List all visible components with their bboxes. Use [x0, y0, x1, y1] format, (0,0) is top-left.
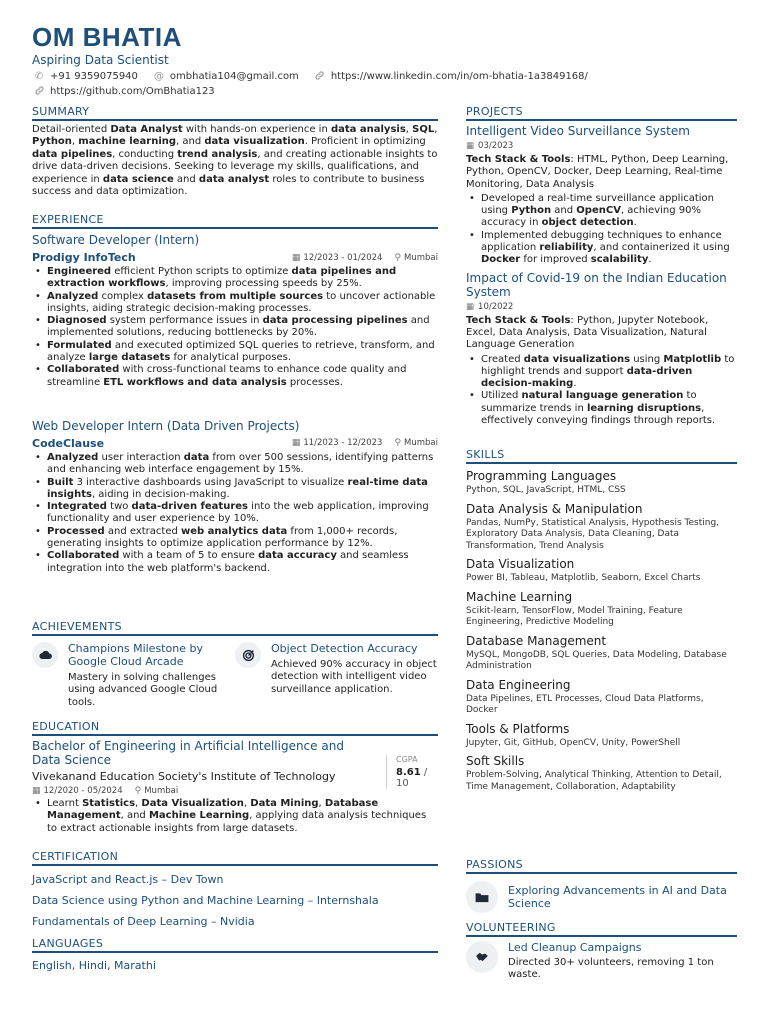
summary-section: [32, 105, 438, 198]
certification-section: [32, 850, 438, 929]
phone-icon: ✆: [34, 71, 44, 82]
section-title: SKILLS: [466, 448, 737, 464]
linkedin-link[interactable]: https://www.linkedin.com/in/om-bhatia-1a3849168/: [330, 71, 588, 82]
project-date: 10/2022: [478, 301, 514, 312]
skill-group-values: Problem-Solving, Analytical Thinking, Attention to Detail, Time Management, Collaboration, Adaptability: [466, 770, 722, 792]
degree-title: Bachelor of Engineering in Artificial Intelligence and Data Science: [32, 739, 344, 767]
list-item: • Collaborated with a team of 5 to ensure data accuracy and seamless integration into the web platform's backend.: [32, 550, 438, 575]
achievement-item: [32, 642, 235, 709]
job-entry: [32, 419, 438, 575]
list-item: • Utilized natural language generation to summarize trends in learning disruptions, effectively conveying findings through reports.: [466, 390, 737, 427]
list-item: • Integrated two data-driven features into the web application, improving functionality and user experience by 10%.: [32, 501, 438, 526]
project-title: Impact of Covid-19 on the Indian Education System: [466, 270, 727, 299]
section-title: LANGUAGES: [32, 937, 438, 953]
folder-icon: [466, 881, 498, 913]
project-stack: Tech Stack & Tools: Python, Jupyter Notebook, Excel, Data Analysis, Data Visualization, Natural Language Generation: [466, 314, 709, 351]
location-pin-icon: ⚲: [394, 252, 402, 263]
skills-list: [466, 469, 737, 793]
job-bullets: [32, 452, 438, 575]
job-title: Web Developer Intern (Data Driven Projects): [32, 418, 300, 433]
project-bullets: [466, 193, 737, 267]
skill-group-values: Power BI, Tableau, Matplotlib, Seaborn, Excel Charts: [466, 573, 701, 583]
skill-group: [466, 722, 737, 750]
section-title: CERTIFICATION: [32, 850, 438, 866]
calendar-icon: ▦: [291, 252, 301, 263]
volunteering-desc: Directed 30+ volunteers, removing 1 ton waste.: [508, 957, 714, 981]
gpa-max: / 10: [396, 767, 428, 789]
skill-group: [466, 590, 737, 629]
summary-text: Detail-oriented Data Analyst with hands-on experience in data analysis, SQL, Python, machine learning, and data visualization. Proficient in optimizing data pipelines, conducting trend analysis, and creating actionable insights to drive data-driven decisions. Seeking to leverage my skills, qualifications, and experience in data science and data analyst roles to contribute to business success and data optimization.: [32, 124, 438, 198]
job-meta: [292, 253, 438, 263]
list-item: • Learnt Statistics, Data Visualization, Data Mining, Database Management, and Machine Learning, applying data analysis techniques to extract actionable insights from large datasets.: [32, 798, 438, 835]
list-item: • Analyzed user interaction data from over 500 sessions, identifying patterns and enhancing web interface engagement by 15%.: [32, 452, 438, 477]
linkedin-contact[interactable]: [313, 70, 588, 84]
location-pin-icon: ⚲: [394, 438, 402, 449]
skill-group-title: Data Analysis & Manipulation: [466, 501, 643, 516]
achievements-section: [32, 620, 438, 709]
github-link[interactable]: https://github.com/OmBhatia123: [50, 86, 215, 97]
education-bullets: [32, 798, 438, 835]
company-name: Prodigy InfoTech: [32, 251, 136, 264]
link-icon: [32, 85, 46, 99]
skill-group-title: Tools & Platforms: [466, 721, 570, 736]
phone-contact: [32, 71, 138, 82]
certification-item: JavaScript and React.js – Dev Town: [32, 873, 224, 886]
gpa-value: 8.61: [396, 767, 421, 778]
github-contact[interactable]: [32, 85, 215, 99]
list-item: • Developed a real-time surveillance application using Python and OpenCV, achieving 90% accuracy in object detection.: [466, 193, 737, 230]
job-dates: 11/2023 - 12/2023: [303, 438, 383, 449]
skill-group: [466, 754, 737, 793]
target-icon: [235, 642, 261, 668]
skill-group-values: Jupyter, Git, GitHub, OpenCV, Unity, PowerShell: [466, 737, 681, 748]
gpa-label: CGPA: [396, 755, 418, 764]
list-item: • Processed and extracted web analytics data from 1,000+ records, generating insights to optimize application performance by 12%.: [32, 526, 438, 551]
skill-group-values: Data Pipelines, ETL Processes, Cloud Data Platforms, Docker: [466, 693, 704, 715]
email-address[interactable]: ombhatia104@gmail.com: [169, 71, 299, 82]
skill-group: [466, 634, 737, 673]
skill-group-title: Soft Skills: [466, 754, 525, 768]
list-item: • Formulated and executed optimized SQL queries to retrieve, transform, and analyze large datasets for analytical purposes.: [32, 340, 438, 365]
skills-section: [466, 448, 737, 793]
section-title: SUMMARY: [32, 105, 438, 121]
passion-text: Exploring Advancements in AI and Data Science: [508, 884, 727, 910]
skill-group-values: Scikit-learn, TensorFlow, Model Training, Feature Engineering, Predictive Modeling: [466, 605, 683, 627]
achievement-item: [235, 642, 438, 709]
job-meta: [292, 438, 438, 448]
skill-group: [466, 557, 737, 585]
skill-group-title: Database Management: [466, 633, 607, 648]
skill-group-title: Data Visualization: [466, 557, 575, 571]
projects-section: [466, 105, 737, 427]
certification-item: Data Science using Python and Machine Learning – Internshala: [32, 894, 379, 907]
skill-group-values: Pandas, NumPy, Statistical Analysis, Hypothesis Testing, Exploratory Data Analysis, Data Cleaning, Data Transformation, Trend Analysis: [466, 517, 720, 551]
job-dates: 12/2023 - 01/2024: [303, 252, 383, 263]
section-title: EDUCATION: [32, 720, 438, 736]
phone-number: +91 9359075940: [50, 71, 138, 82]
skill-group-title: Machine Learning: [466, 589, 573, 604]
education-dates: 12/2020 - 05/2024: [43, 786, 123, 796]
passion-item: [466, 881, 737, 913]
achievement-desc: Mastery in solving challenges using advanced Google Cloud tools.: [68, 672, 218, 708]
section-title: ACHIEVEMENTS: [32, 620, 438, 636]
calendar-icon: ▦: [32, 786, 41, 796]
project-date-row: [466, 141, 737, 151]
languages-list: English, Hindi, Marathi: [32, 959, 156, 972]
list-item: • Engineered efficient Python scripts to optimize data pipelines and extraction workflows, improving processing speeds by 25%.: [32, 266, 438, 291]
link-icon: [313, 70, 327, 84]
volunteering-title: Led Cleanup Campaigns: [508, 941, 642, 954]
school-name: Vivekanand Education Society's Institute of Technology: [32, 770, 336, 783]
project-entry: [466, 124, 737, 267]
achievement-title: Object Detection Accuracy: [271, 642, 418, 655]
project-entry: [466, 271, 737, 428]
job-bullets: [32, 266, 438, 389]
job-location: Mumbai: [404, 438, 438, 449]
section-title: PASSIONS: [466, 858, 737, 874]
education-meta: [32, 786, 438, 796]
skill-group-values: MySQL, MongoDB, SQL Queries, Data Modeling, Database Administration: [466, 649, 727, 671]
resume-header: [32, 22, 742, 99]
list-item: • Analyzed complex datasets from multiple sources to uncover actionable insights, aiding strategic decision-making processes.: [32, 291, 438, 316]
job-title: Software Developer (Intern): [32, 233, 200, 247]
skill-group: [466, 502, 737, 553]
project-stack: Tech Stack & Tools: HTML, Python, Deep Learning, Python, OpenCV, Docker, Deep Learning, Real-time Monitoring, Data Analysis: [466, 154, 729, 190]
job-entry: [32, 233, 438, 389]
languages-section: [32, 937, 438, 972]
location-pin-icon: ⚲: [134, 786, 142, 796]
candidate-role: Aspiring Data Scientist: [32, 53, 169, 67]
experience-section: [32, 213, 438, 575]
gpa-box: [386, 755, 438, 789]
job-location: Mumbai: [404, 252, 438, 263]
contact-info: [32, 69, 742, 99]
calendar-icon: ▦: [466, 301, 475, 312]
project-date-row: [466, 302, 737, 312]
volunteering-section: [466, 921, 737, 982]
handshake-icon: [466, 941, 498, 973]
list-item: • Implemented debugging techniques to enhance application reliability, and containerized it using Docker for improved scalability.: [466, 230, 737, 267]
cloud-icon: [32, 642, 58, 668]
education-section: [32, 720, 438, 835]
list-item: • Built 3 interactive dashboards using JavaScript to visualize real-time data insights, aiding in decision-making.: [32, 477, 438, 502]
section-title: PROJECTS: [466, 105, 737, 121]
skill-group: [466, 469, 737, 497]
at-icon: @: [153, 71, 164, 82]
achievement-desc: Achieved 90% accuracy in object detection with intelligent video surveillance application.: [271, 659, 437, 695]
project-bullets: [466, 354, 737, 428]
calendar-icon: ▦: [291, 438, 301, 449]
candidate-name: OM BHATIA: [32, 22, 182, 52]
list-item: • Diagnosed system performance issues in data processing pipelines and implemented solutions, reducing bottlenecks by 20%.: [32, 315, 438, 340]
skill-group-title: Data Engineering: [466, 677, 571, 692]
section-title: VOLUNTEERING: [466, 921, 737, 937]
email-contact[interactable]: [152, 71, 299, 82]
education-location: Mumbai: [144, 786, 179, 796]
volunteering-item: [466, 941, 737, 982]
achievement-title: Champions Milestone by Google Cloud Arcade: [68, 642, 203, 668]
company-name: CodeClause: [32, 436, 105, 450]
passions-section: [466, 858, 737, 913]
project-title: Intelligent Video Surveillance System: [466, 124, 690, 138]
list-item: • Created data visualizations using Matplotlib to highlight trends and support data-driven decision-making.: [466, 354, 737, 391]
skill-group-values: Python, SQL, JavaScript, HTML, CSS: [466, 485, 626, 495]
skill-group-title: Programming Languages: [466, 469, 617, 483]
project-date: 03/2023: [478, 141, 514, 151]
certification-item: Fundamentals of Deep Learning – Nvidia: [32, 915, 255, 928]
section-title: EXPERIENCE: [32, 213, 438, 229]
list-item: • Collaborated with cross-functional teams to enhance code quality and streamline ETL workflows and data analysis processes.: [32, 364, 438, 389]
calendar-icon: ▦: [466, 141, 475, 151]
skill-group: [466, 678, 737, 717]
